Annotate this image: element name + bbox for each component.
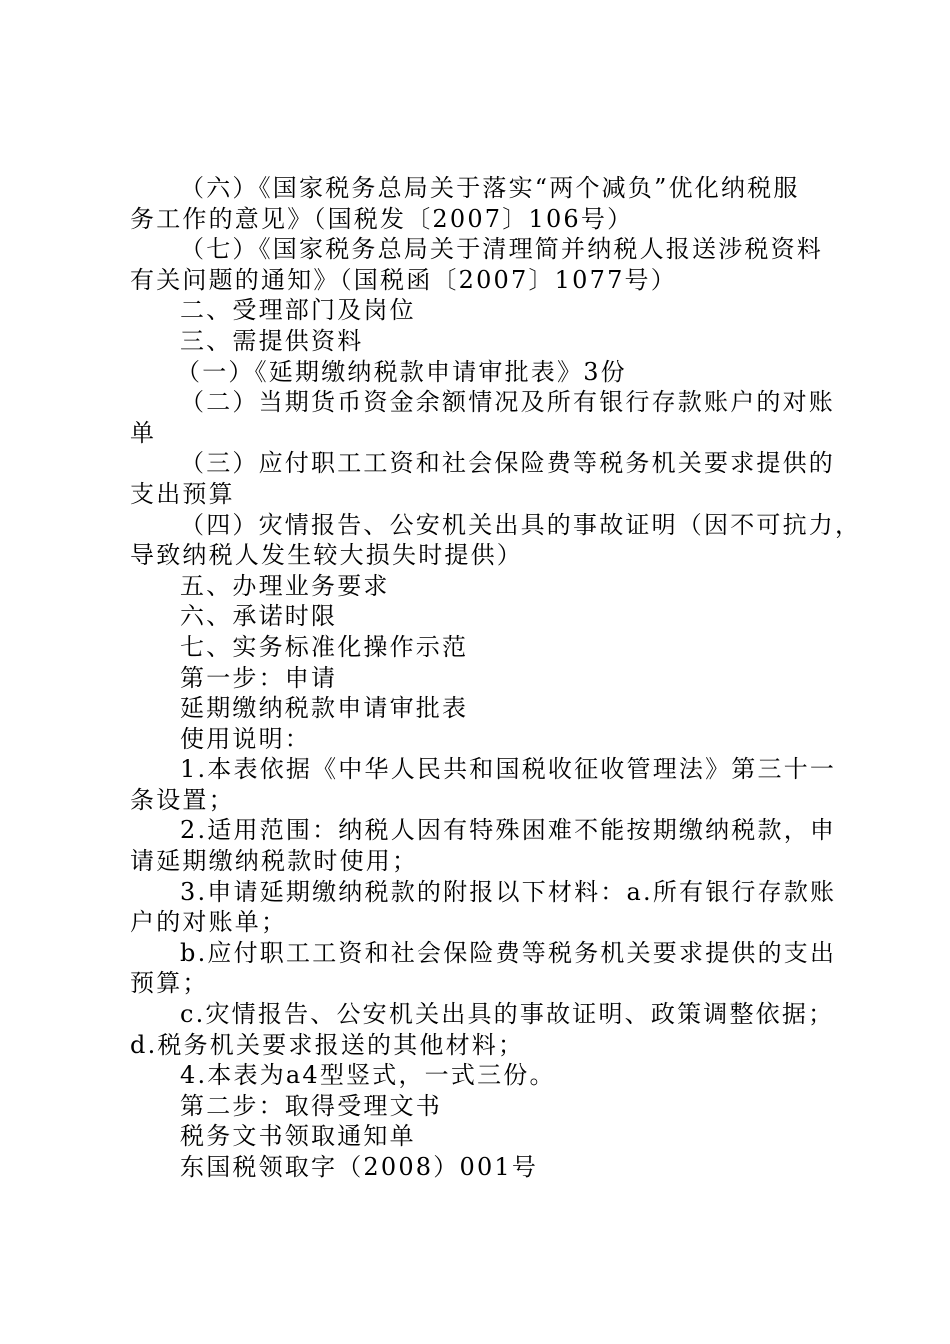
text-line: 请延期缴纳税款时使用； (130, 847, 419, 876)
text-line: 单 (130, 418, 157, 447)
text-line: （二）当期货币资金余额情况及所有银行存款账户的对账 (180, 388, 835, 417)
document-body (130, 173, 862, 1183)
text-line: 3.申请延期缴纳税款的附报以下材料：a.所有银行存款账 (180, 877, 837, 906)
document-number: 东国税领取字（2008）001号 (180, 1153, 539, 1181)
section-heading: 五、办理业务要求 (180, 571, 390, 600)
text-line: 条设置； (130, 785, 235, 814)
section-heading: 二、受理部门及岗位 (180, 296, 416, 325)
text-line: 预算； (130, 969, 209, 998)
text-line: （一）《延期缴纳税款申请审批表》3份 (176, 357, 627, 386)
text-line: 支出预算 (130, 479, 235, 508)
text-line: c.灾情报告、公安机关出具的事故证明、政策调整依据； (180, 1000, 835, 1029)
form-title: 税务文书领取通知单 (180, 1122, 416, 1151)
text-line: 4.本表为a4型竖式，一式三份。 (180, 1061, 556, 1090)
text-line: （六）《国家税务总局关于落实“两个减负”优化纳税服 (180, 174, 800, 202)
section-heading: 三、需提供资料 (180, 326, 364, 355)
text-line: 2.适用范围：纳税人因有特殊困难不能按期缴纳税款，申 (180, 816, 837, 845)
text-line: b.应付职工工资和社会保险费等税务机关要求提供的支出 (180, 938, 837, 967)
step-heading: 第二步：取得受理文书 (180, 1091, 442, 1120)
text-line: 有关问题的通知》（国税函〔2007〕1077号） (130, 265, 677, 294)
section-heading: 六、承诺时限 (180, 602, 338, 631)
text-line: d.税务机关要求报送的其他材料； (130, 1030, 525, 1059)
usage-heading: 使用说明： (180, 724, 311, 753)
text-line: （三）应付职工工资和社会保险费等税务机关要求提供的 (180, 449, 835, 478)
text-line: 户的对账单； (130, 908, 288, 937)
text-line: 1.本表依据《中华人民共和国税收征收管理法》第三十一 (180, 755, 837, 784)
text-line: 导致纳税人发生较大损失时提供） (130, 541, 523, 570)
form-title: 延期缴纳税款申请审批表 (180, 694, 469, 723)
section-heading: 七、实务标准化操作示范 (180, 632, 469, 661)
text-line: （七）《国家税务总局关于清理简并纳税人报送涉税资料 (180, 235, 823, 264)
text-line: （四）灾情报告、公安机关出具的事故证明（因不可抗力， (180, 510, 862, 539)
step-heading: 第一步：申请 (180, 663, 338, 692)
text-line: 务工作的意见》（国税发〔2007〕106号） (130, 204, 634, 233)
